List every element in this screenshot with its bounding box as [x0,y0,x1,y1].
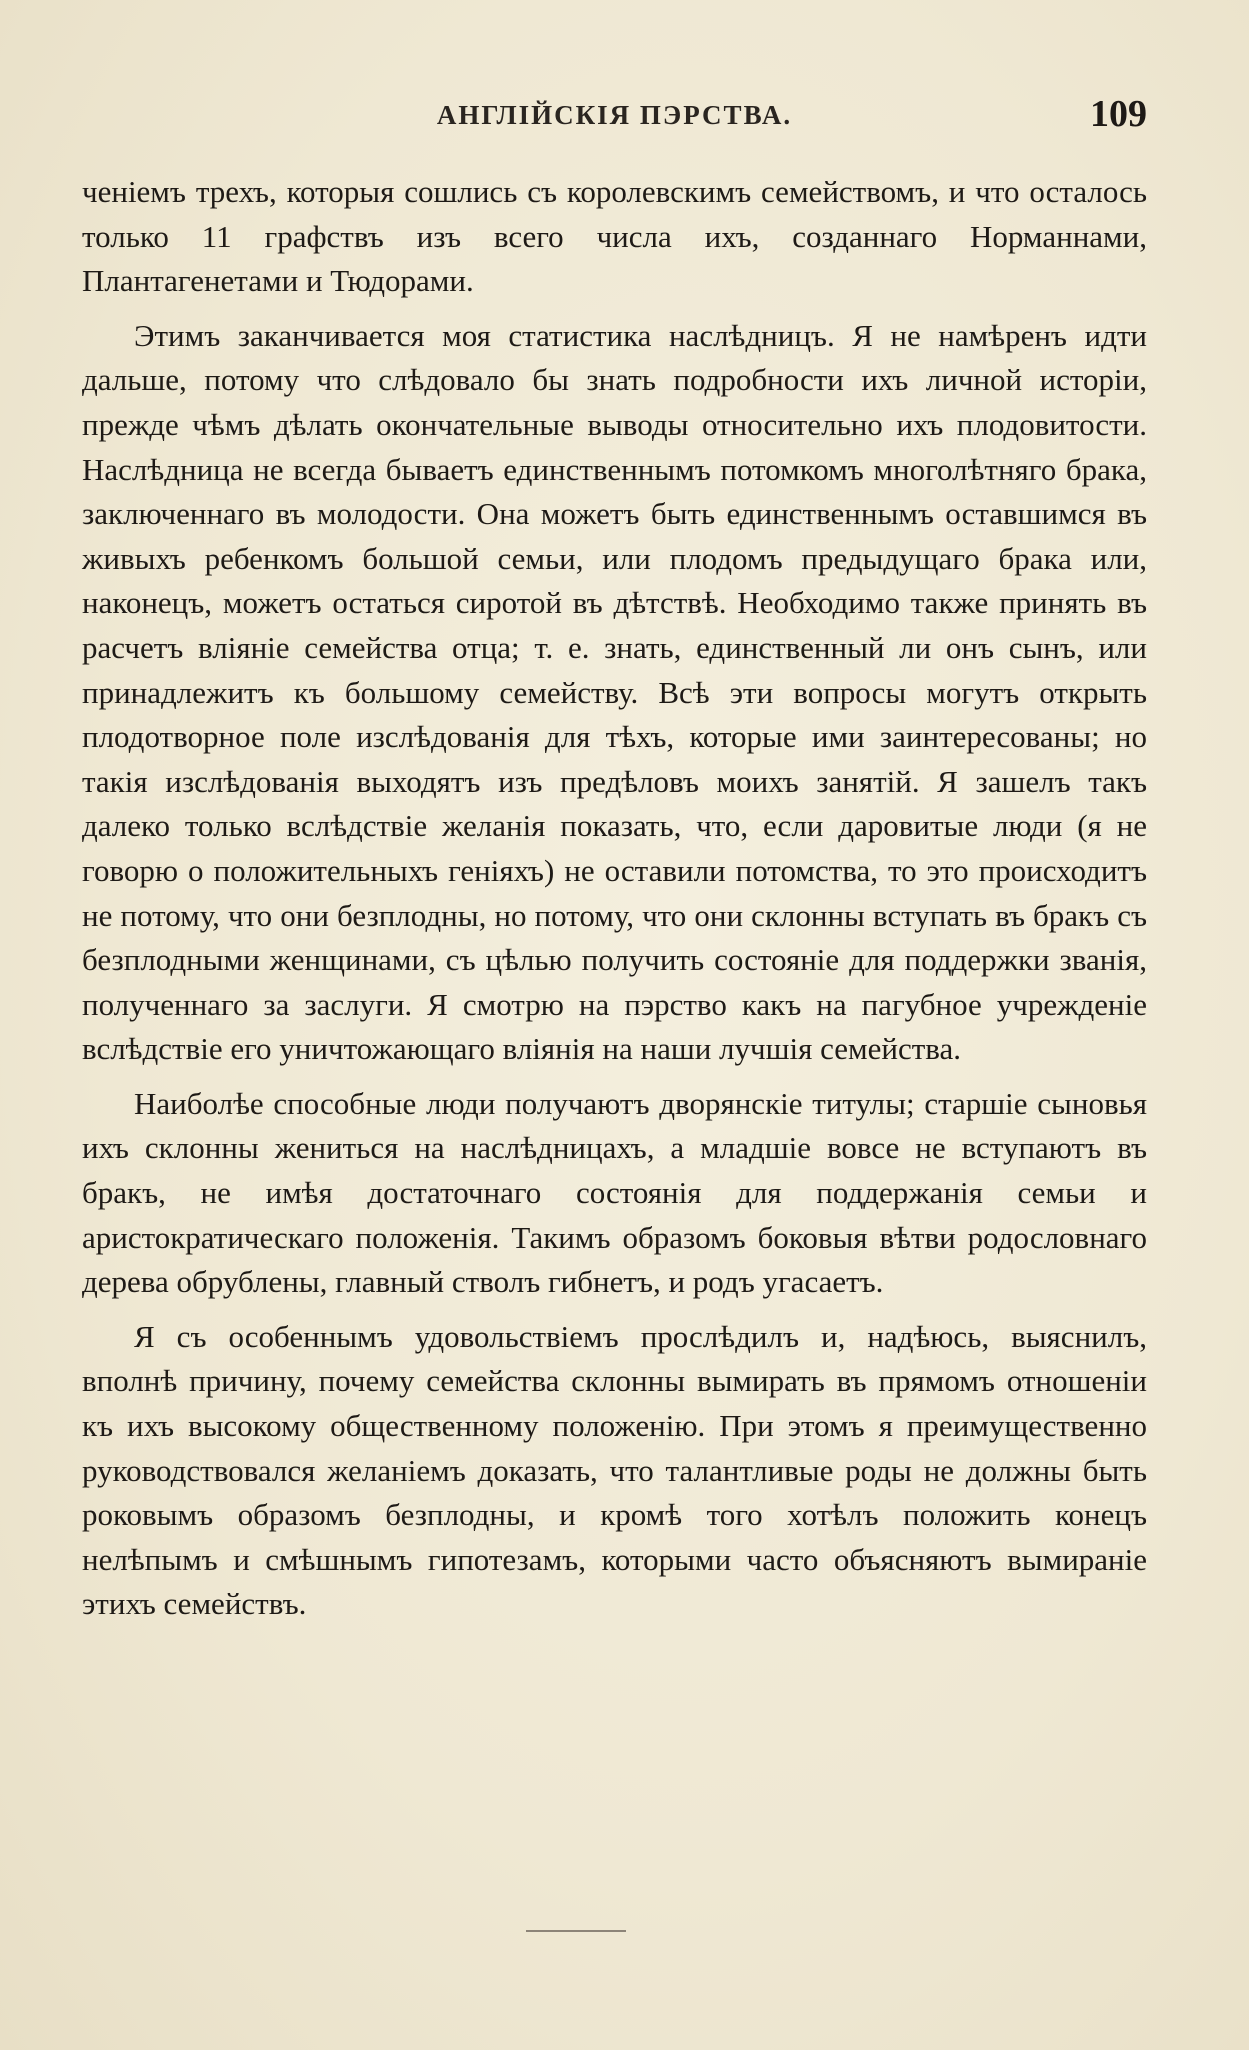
page-header [82,92,1147,142]
running-title: АНГЛІЙСКІЯ ПЭРСТВА. [436,100,793,130]
end-rule [526,1930,626,1932]
paragraph-continued: ченіемъ трехъ, которыя сошлись съ королевскимъ семействомъ, и что осталось только 11 графствъ изъ всего числа ихъ, созданнаго Норманнами, Плантагенетами и Тюдорами. [82,174,1147,299]
paragraph: Этимъ заканчивается моя статистика наслѣдницъ. Я не намѣренъ идти дальше, потому что слѣдовало бы знать подробности ихъ личной исторіи, прежде чѣмъ дѣлать окончательные выводы относительно ихъ плодовитости. Наслѣдница не всегда бываетъ единственнымъ потомкомъ многолѣтняго брака, заключеннаго въ молодости. Она можетъ быть единственнымъ оставшимся въ живыхъ ребенкомъ большой семьи, или плодомъ предыдущаго брака или, наконецъ, можетъ остаться сиротой въ дѣтствѣ. Необходимо также принять въ расчетъ вліяніе семейства отца; т. е. знать, единственный ли онъ сынъ, или принадлежитъ къ большому семейству. Всѣ эти вопросы могутъ открыть плодотворное поле изслѣдованія для тѣхъ, которые ими заинтересованы; но такія изслѣдованія выходятъ изъ предѣловъ моихъ занятій. Я зашелъ такъ далеко только вслѣдствіе желанія показать, что, если даровитые люди (я не говорю о положительныхъ геніяхъ) не оставили потомства, то это происходитъ не потому, что они безплодны, но потому, что они склонны вступать въ бракъ съ безплодными женщинами, съ цѣлью получить состояніе для поддержки званія, полученнаго за заслуги. Я смотрю на пэрство какъ на пагубное учрежденіе вслѣдствіе его уничтожающаго вліянія на наши лучшія семейства. [82,317,1147,1067]
paragraph: Я съ особеннымъ удовольствіемъ прослѣдилъ и, надѣюсь, выяснилъ, вполнѣ причину, почему семейства склонны вымирать въ прямомъ отношеніи къ ихъ высокому общественному положенію. При этомъ я преимущественно руководствовался желаніемъ доказать, что талантливые роды не должны быть роковымъ образомъ безплодны, и кромѣ того хотѣлъ положить конецъ нелѣпымъ и смѣшнымъ гипотезамъ, которыми часто объясняютъ вымираніе этихъ семействъ. [82,1318,1147,1622]
page-number: 109 [1090,93,1147,135]
paragraph: Наиболѣе способные люди получаютъ дворянскіе титулы; старшіе сыновья ихъ склонны жениться на наслѣдницахъ, а младшіе вовсе не вступаютъ въ бракъ, не имѣя достаточнаго состоянія для поддержанія семьи и аристократическаго положенія. Такимъ образомъ боковыя вѣтви родословнаго дерева обрублены, главный стволъ гибнетъ, и родъ угасаетъ. [82,1085,1147,1300]
body-text [82,170,1147,1627]
